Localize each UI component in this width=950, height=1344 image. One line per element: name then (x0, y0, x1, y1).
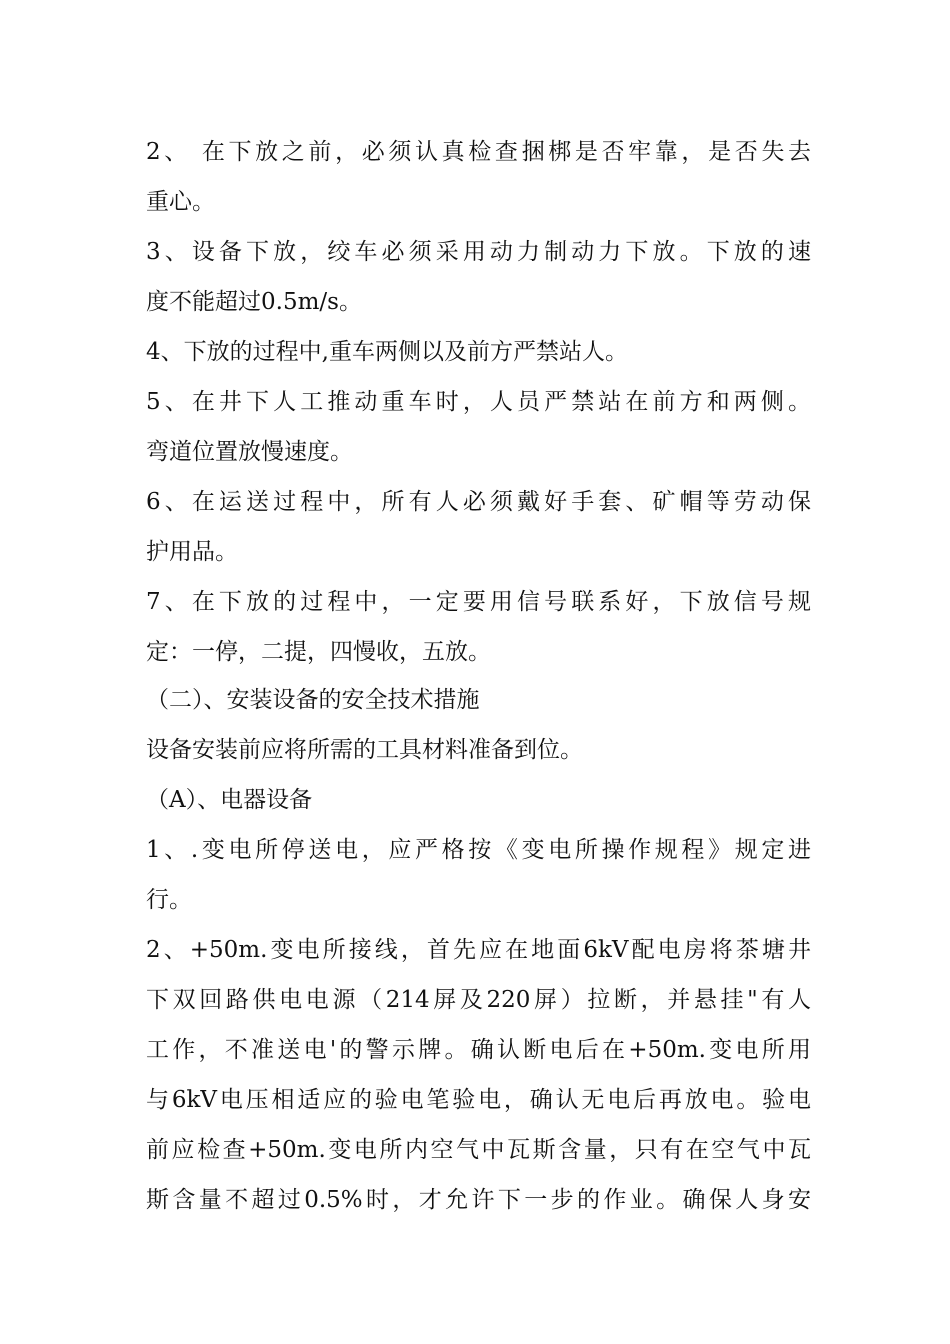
text-line: 3、设备下放，绞车必须采用动力制动力下放。下放的速 (146, 239, 811, 265)
text-line: 5、在井下人工推动重车时，人员严禁站在前方和两侧。 (146, 389, 811, 415)
text-line: 定：一停，二提，四慢收，五放。 (146, 639, 491, 665)
text-line: 工作，不准送电'的警示牌。确认断电后在+50m.变电所用 (146, 1037, 811, 1063)
text-line: 6、在运送过程中，所有人必须戴好手套、矿帽等劳动保 (146, 489, 811, 515)
section-heading: （二）、安装设备的安全技术措施 (146, 687, 480, 713)
text-line: 设备安装前应将所需的工具材料准备到位。 (146, 737, 583, 763)
text-line: 行。 (146, 887, 192, 913)
subsection-heading: （A）、电器设备 (146, 787, 313, 813)
text-line: 2、 在下放之前，必须认真检查捆梆是否牢靠，是否失去 (146, 139, 811, 165)
text-line: 度不能超过0.5m/s。 (146, 289, 362, 315)
text-line: 2、+50m.变电所接线，首先应在地面6kV配电房将茶塘井 (146, 937, 811, 963)
text-line: 下双回路供电电源（214屏及220屏）拉断，并悬挂"有人 (146, 987, 811, 1013)
text-line: 1、.变电所停送电，应严格按《变电所操作规程》规定进 (146, 837, 811, 863)
text-line: 护用品。 (146, 539, 238, 565)
text-line: 重心。 (146, 189, 215, 215)
text-line: 弯道位置放慢速度。 (146, 439, 353, 465)
text-line: 斯含量不超过0.5%时，才允许下一步的作业。确保人身安 (146, 1187, 811, 1213)
text-line: 4、下放的过程中,重车两侧以及前方严禁站人。 (146, 339, 628, 365)
text-line: 与6kV电压相适应的验电笔验电，确认无电后再放电。验电 (146, 1087, 811, 1113)
text-line: 7、在下放的过程中，一定要用信号联系好，下放信号规 (146, 589, 811, 615)
text-line: 前应检查+50m.变电所内空气中瓦斯含量，只有在空气中瓦 (146, 1137, 811, 1163)
